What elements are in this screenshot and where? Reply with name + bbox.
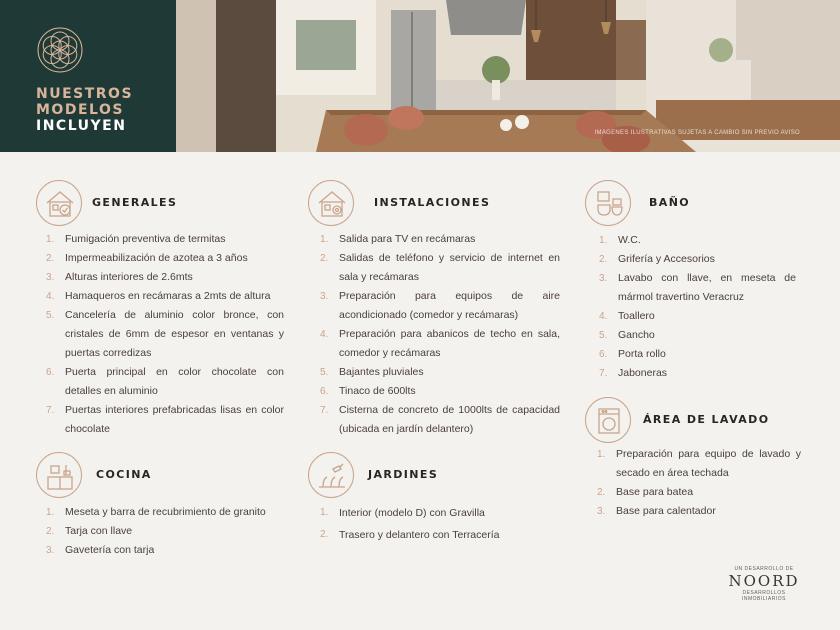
section-title-bano: BAÑO <box>649 196 691 209</box>
list-item: 6. Tinaco de 600lts <box>320 385 416 397</box>
garden-icon <box>308 452 354 498</box>
list-item: 5. Gancho <box>599 329 655 341</box>
section-instalaciones <box>308 180 568 442</box>
list-item: 3. Alturas interiores de 2.6mts <box>46 271 193 283</box>
list-item: 2. Trasero y delantero con Terracería <box>320 529 500 541</box>
list-item: 4. Preparación para abanicos de techo en sala, comedor y recámaras <box>320 328 560 359</box>
list-item: 2. Salidas de teléfono y servicio de internet en sala y recámaras <box>320 252 560 283</box>
section-title-lavado: ÁREA DE LAVADO <box>643 413 770 426</box>
list-item: 2. Base para batea <box>597 486 694 498</box>
house-gear-icon <box>308 180 354 226</box>
title-line-1: NUESTROS <box>36 86 134 102</box>
flower-of-life-logo-icon <box>36 26 84 74</box>
bathroom-icon <box>585 180 631 226</box>
list-item: 2. Grifería y Accesorios <box>599 253 715 265</box>
footer-subtitle: DESARROLLOS INMOBILIARIOS <box>741 590 786 602</box>
list-item: 6. Porta rollo <box>599 348 666 360</box>
list-lavado <box>597 445 801 521</box>
footer-tagline: UN DESARROLLO DE <box>734 566 794 572</box>
list-item: 1. Preparación para equipo de lavado y secado en área techada <box>597 448 801 479</box>
page-title <box>36 86 133 134</box>
list-item: 7. Puertas interiores prefabricadas lisas en color chocolate <box>46 404 284 435</box>
section-lavado <box>585 397 805 527</box>
list-item: 2. Impermeabilización de azotea a 3 años <box>46 252 248 264</box>
washing-machine-icon <box>585 397 631 443</box>
header <box>0 0 840 152</box>
section-title-jardines: JARDINES <box>368 468 439 481</box>
house-check-icon <box>36 180 82 226</box>
list-item: 6. Puerta principal en color chocolate con detalles en aluminio <box>46 366 284 397</box>
list-item: 7. Cisterna de concreto de 1000lts de capacidad (ubicada en jardín delantero) <box>320 404 560 435</box>
title-line-2: MODELOS <box>36 102 124 118</box>
section-jardines <box>308 452 568 552</box>
list-item: 4. Hamaqueros en recámaras a 2mts de altura <box>46 290 271 302</box>
list-item: 5. Cancelería de aluminio color bronce, con cristales de 6mm de espesor en ventanas y puertas corredizas <box>46 309 284 359</box>
kitchen-dining-photo <box>176 0 840 152</box>
list-instalaciones <box>320 230 560 439</box>
list-item: 1. Interior (modelo D) con Gravilla <box>320 507 485 519</box>
list-item: 1. W.C. <box>599 234 641 246</box>
list-item: 1. Meseta y barra de recubrimiento de granito <box>46 506 266 518</box>
list-item: 3. Lavabo con llave, en meseta de mármol travertino Veracruz <box>599 272 796 303</box>
noord-logo <box>724 566 804 602</box>
section-bano <box>585 180 805 380</box>
section-title-cocina: COCINA <box>96 468 152 481</box>
list-item: 2. Tarja con llave <box>46 525 133 537</box>
section-title-instalaciones: INSTALACIONES <box>374 196 491 209</box>
kitchen-icon <box>36 452 82 498</box>
section-cocina <box>36 452 286 562</box>
list-generales <box>46 230 284 439</box>
list-item: 1. Fumigación preventiva de termitas <box>46 233 226 245</box>
list-item: 4. Toallero <box>599 310 655 322</box>
list-item: 5. Bajantes pluviales <box>320 366 424 378</box>
list-jardines <box>320 502 560 546</box>
list-item: 3. Gavetería con tarja <box>46 544 155 556</box>
list-item: 1. Salida para TV en recámaras <box>320 233 476 245</box>
list-item: 7. Jaboneras <box>599 367 668 379</box>
section-generales <box>36 180 286 450</box>
photo-disclaimer: IMÁGENES ILUSTRATIVAS SUJETAS A CAMBIO SIN PREVIO AVISO <box>594 130 800 136</box>
list-cocina <box>46 503 294 560</box>
footer-brand: NOORD <box>728 572 800 590</box>
brand-panel <box>0 0 176 152</box>
list-bano <box>599 231 796 383</box>
list-item: 3. Base para calentador <box>597 505 716 517</box>
title-line-3: INCLUYEN <box>36 118 127 134</box>
section-title-generales: GENERALES <box>92 196 178 209</box>
list-item: 3. Preparación para equipos de aire acondicionado (comedor y recámaras) <box>320 290 560 321</box>
